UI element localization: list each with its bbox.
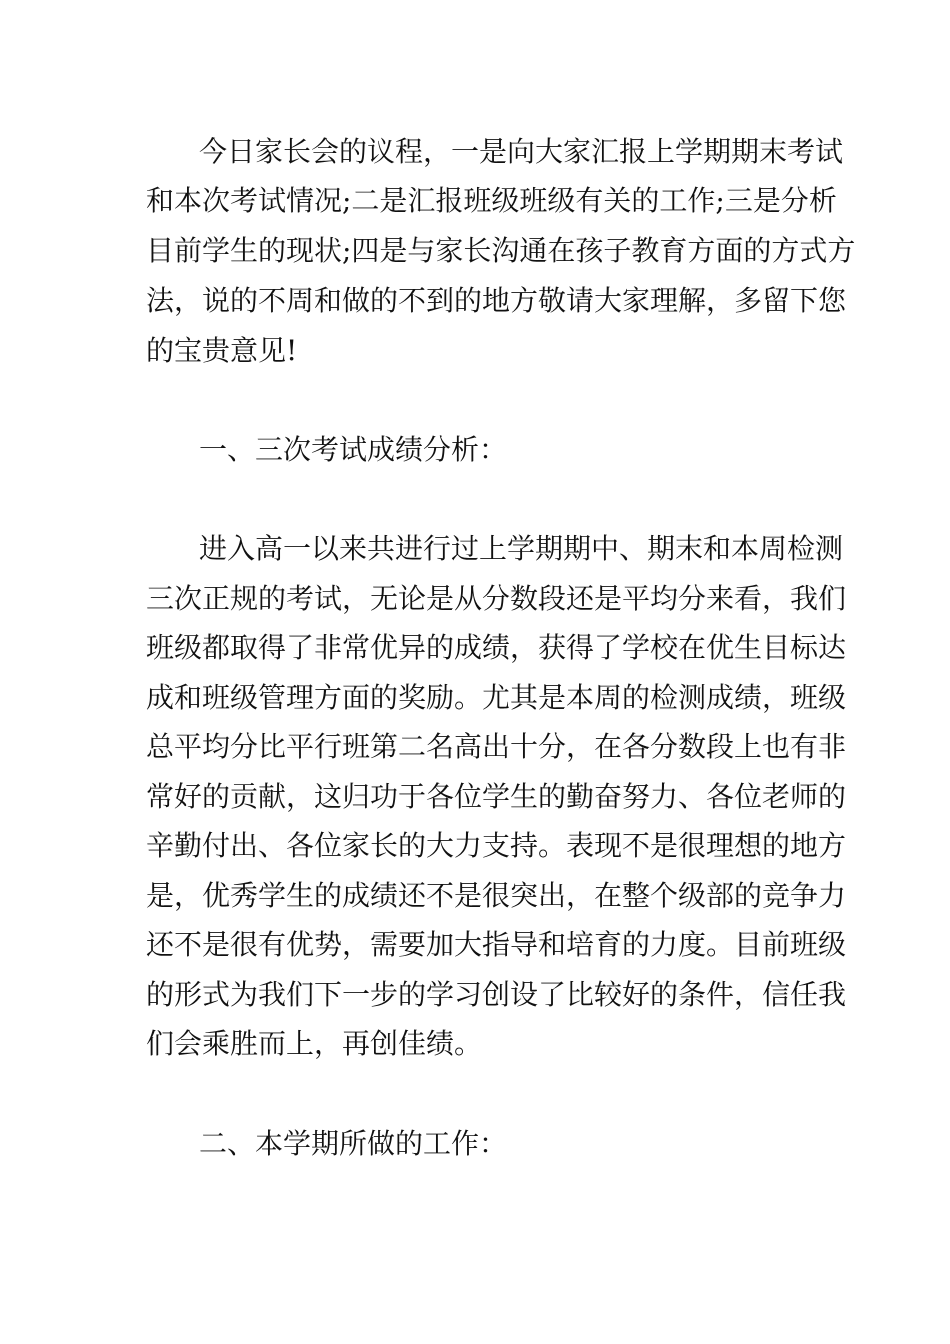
paragraph-2-line-10: 的形式为我们下一步的学习创设了比较好的条件，信任我 [146, 978, 847, 1011]
paragraph-1-line-5: 的宝贵意见! [146, 334, 298, 367]
paragraph-2-line-9: 还不是很有优势，需要加大指导和培育的力度。目前班级 [146, 928, 847, 961]
paragraph-2-line-1: 进入高一以来共进行过上学期期中、期末和本周检测 [199, 532, 844, 565]
paragraph-1-line-2: 和本次考试情况;二是汇报班级班级有关的工作;三是分析 [146, 184, 837, 217]
paragraph-2-line-4: 成和班级管理方面的奖励。尤其是本周的检测成绩，班级 [146, 681, 847, 714]
paragraph-2-line-6: 常好的贡献，这归功于各位学生的勤奋努力、各位老师的 [146, 780, 847, 813]
paragraph-1-line-4: 法，说的不周和做的不到的地方敬请大家理解，多留下您 [146, 284, 847, 317]
paragraph-2-line-11: 们会乘胜而上，再创佳绩。 [146, 1027, 483, 1060]
paragraph-2-line-7: 辛勤付出、各位家长的大力支持。表现不是很理想的地方 [146, 829, 847, 862]
paragraph-1-line-1: 今日家长会的议程，一是向大家汇报上学期期末考试 [199, 135, 844, 168]
paragraph-2-line-8: 是，优秀学生的成绩还不是很突出，在整个级部的竞争力 [146, 879, 847, 912]
paragraph-2-line-5: 总平均分比平行班第二名高出十分，在各分数段上也有非 [146, 730, 847, 763]
paragraph-2-line-2: 三次正规的考试，无论是从分数段还是平均分来看，我们 [146, 582, 847, 615]
section-heading-1: 一、三次考试成绩分析： [199, 433, 508, 466]
section-heading-2: 二、本学期所做的工作： [199, 1127, 508, 1160]
paragraph-1-line-3: 目前学生的现状;四是与家长沟通在孩子教育方面的方式方 [146, 234, 856, 267]
paragraph-2-line-3: 班级都取得了非常优异的成绩，获得了学校在优生目标达 [146, 631, 847, 664]
